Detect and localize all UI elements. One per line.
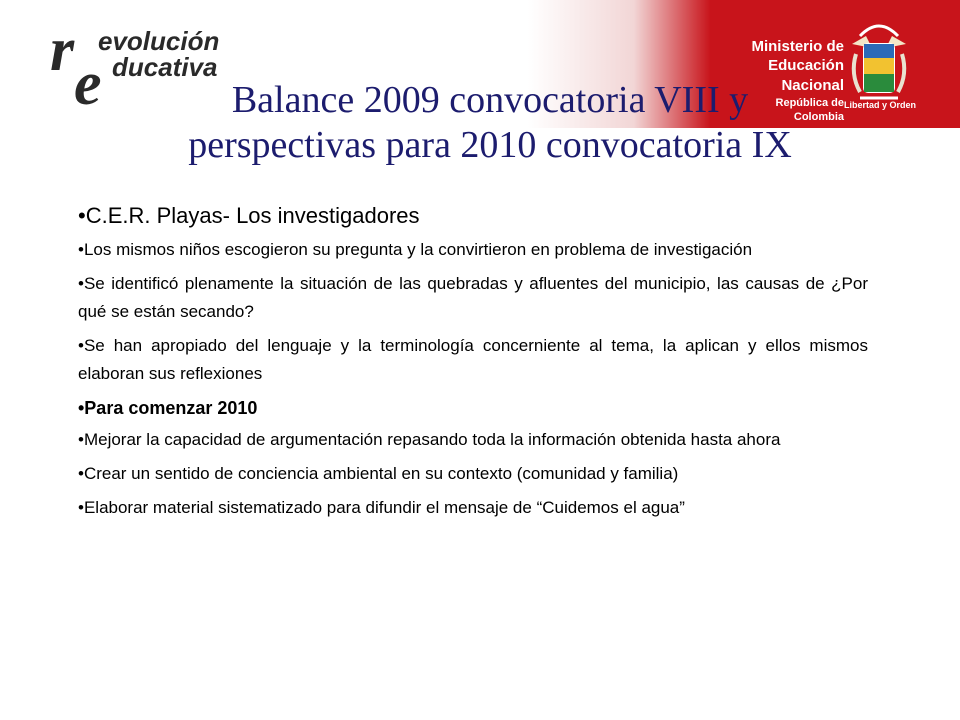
bullet-item: •Se han apropiado del lenguaje y la terminología concerniente al tema, la aplican y ellos mismos elaboran sus reflexiones	[78, 336, 868, 383]
bullet-item: •Elaborar material sistematizado para difundir el mensaje de “Cuidemos el agua”	[78, 498, 685, 517]
slide-title	[90, 78, 890, 168]
bullet-item: •Los mismos niños escogieron su pregunta y la convirtieron en problema de investigación	[78, 240, 753, 259]
bullet-item-heading: •C.E.R. Playas- Los investigadores	[78, 203, 420, 228]
bullet-list	[78, 200, 868, 528]
title-line2: perspectivas para 2010 convocatoria IX	[188, 124, 792, 166]
ministry-line2: Educación Nacional	[768, 57, 844, 94]
motto: Libertad y Orden	[843, 100, 916, 110]
bullet-item: •Crear un sentido de conciencia ambiental en su contexto (comunidad y familia)	[78, 464, 679, 483]
title-line1: Balance 2009 convocatoria VIII y	[231, 79, 749, 121]
logo-letter-r: r	[50, 16, 75, 84]
bullet-item: •Mejorar la capacidad de argumentación repasando toda la información obtenida hasta ahora	[78, 430, 781, 449]
bullet-item: •Se identificó plenamente la situación de las quebradas y afluentes del municipio, las causas de ¿Por qué se están secando?	[78, 274, 868, 321]
logo-letter-e: e	[74, 50, 102, 110]
bullet-item-subheading: •Para comenzar 2010	[78, 398, 258, 418]
logo-word-revolucion: evolución	[98, 26, 220, 56]
logo-word-educativa: ducativa	[112, 52, 218, 82]
ministry-line1: Ministerio de	[751, 38, 844, 55]
ministry-line3: República de Colombia	[775, 97, 844, 123]
